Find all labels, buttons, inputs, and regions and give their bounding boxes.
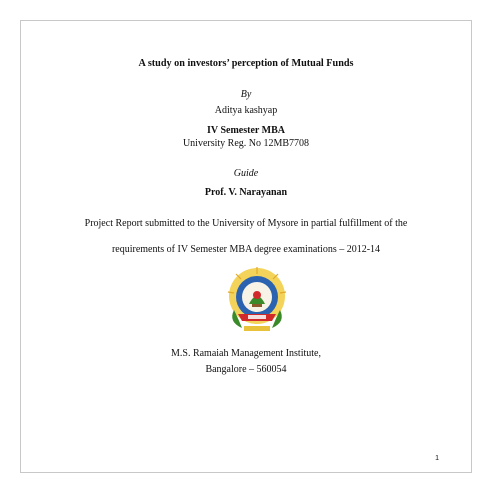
guide-name: Prof. V. Narayanan xyxy=(204,187,288,198)
guide-label: Guide xyxy=(233,168,259,179)
institute-name: M.S. Ramaiah Management Institute, xyxy=(171,348,321,359)
msrmi-crest-icon xyxy=(222,266,292,336)
page-number: 1 xyxy=(435,455,439,462)
author-name: Aditya kashyap xyxy=(214,105,278,116)
registration-number: University Reg. No 12MB7708 xyxy=(182,138,310,149)
document-page xyxy=(20,20,472,473)
by-label: By xyxy=(240,89,252,100)
institute-city: Bangalore – 560054 xyxy=(205,364,287,375)
report-description-line-2: requirements of IV Semester MBA degree examinations – 2012-14 xyxy=(111,244,381,255)
semester-label: IV Semester MBA xyxy=(207,125,285,136)
report-description-line-1: Project Report submitted to the University of Mysore in partial fulfillment of the xyxy=(84,218,408,229)
document-title: A study on investors’ perception of Mutual Funds xyxy=(138,58,354,69)
